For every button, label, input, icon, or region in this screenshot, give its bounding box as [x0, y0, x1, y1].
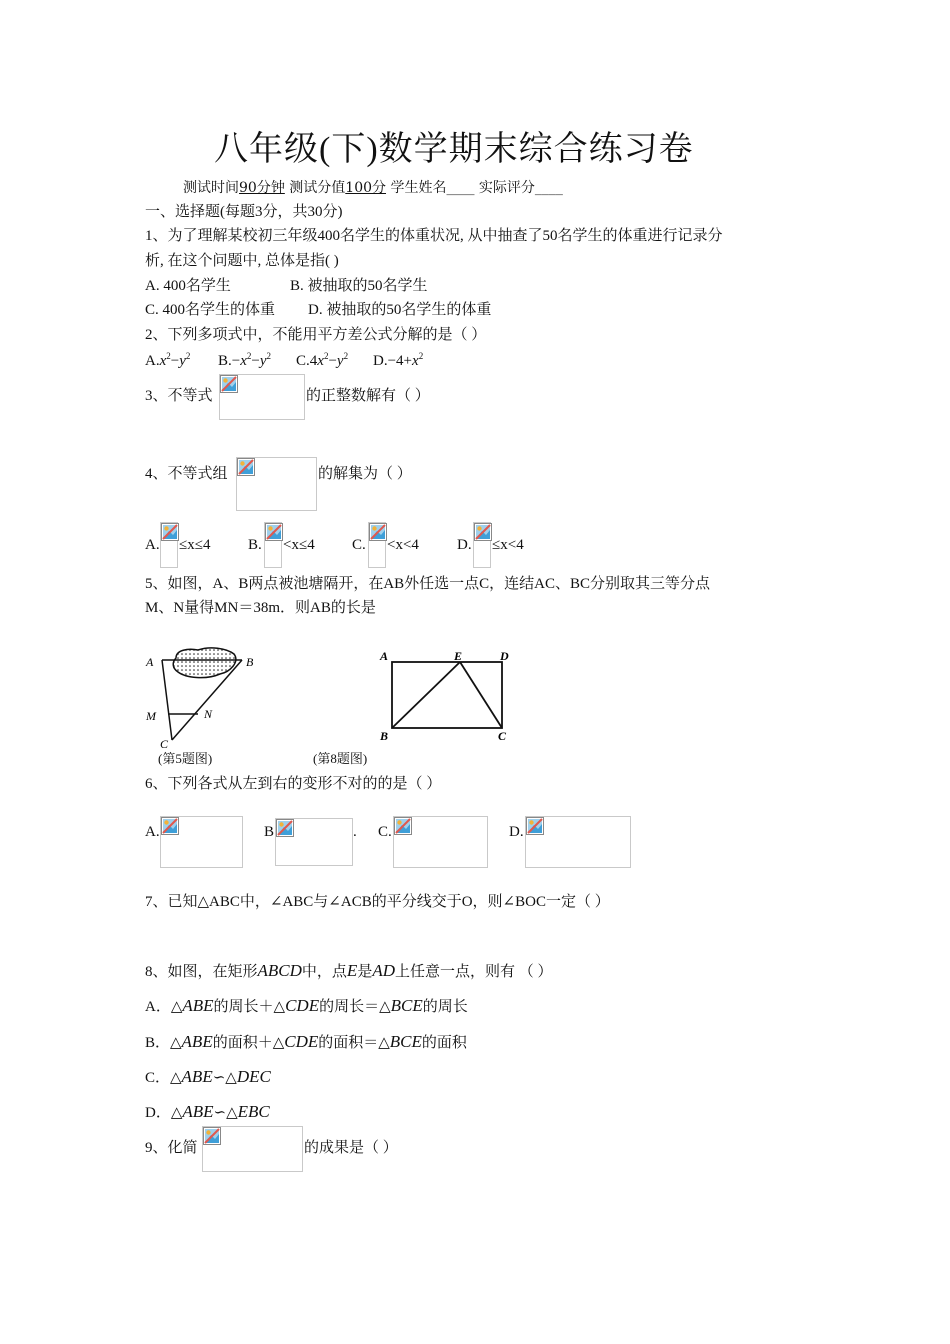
label-c: C	[498, 729, 507, 743]
q6-option-b-image	[275, 818, 353, 866]
q1-option-c: C. 400名学生的体重	[145, 302, 276, 318]
q3-suffix: 的正整数解有（ ）	[306, 388, 430, 404]
label-a: A	[146, 655, 154, 669]
broken-image-icon	[276, 819, 294, 837]
broken-image-icon	[369, 523, 387, 541]
q5-line2: M、N量得MN＝38m．则AB的长是	[145, 600, 376, 616]
broken-image-icon	[161, 523, 179, 541]
q1-line2: 析, 在这个问题中, 总体是指( )	[145, 253, 339, 269]
q6-option-c-image	[393, 816, 488, 868]
q4-system-image	[236, 457, 317, 511]
broken-image-icon	[394, 817, 412, 835]
label-e: E	[454, 649, 463, 663]
q4-option-d-image	[473, 522, 491, 568]
label-b: B	[380, 729, 389, 743]
actual-score-blank: ____	[534, 180, 563, 196]
q8-option-c: C．△ABE∽△DEC	[145, 1067, 271, 1086]
page-title: 八年级(下)数学期末综合练习卷	[214, 131, 694, 168]
test-time-label: 测试时间	[183, 180, 239, 196]
q6-option-d-label: D.	[509, 824, 524, 840]
figure-q5-pond-triangle	[140, 640, 280, 752]
q4-option-a-image	[160, 522, 178, 568]
test-info-line	[183, 178, 563, 198]
test-score-label: 测试分值	[284, 180, 346, 196]
q1-option-a: A. 400名学生	[145, 278, 231, 294]
q4-option-c-label: C.	[352, 537, 366, 553]
test-time-value: 90分钟	[239, 180, 285, 196]
label-b: B	[246, 655, 254, 669]
q9-suffix: 的成果是（ ）	[304, 1140, 398, 1156]
broken-image-icon	[265, 523, 283, 541]
figure-q8-rectangle	[372, 646, 520, 744]
q4-option-c-image	[368, 522, 386, 568]
segment-ec	[460, 662, 502, 728]
label-n: N	[204, 707, 213, 721]
broken-image-icon	[237, 458, 255, 476]
segment-ac	[162, 660, 172, 740]
q3-formula-image	[219, 374, 305, 420]
q8-option-b: B．△ABE的面积＋△CDE的面积＝△BCE的面积	[145, 1032, 467, 1051]
broken-image-icon	[526, 817, 544, 835]
q8-text: 8、如图，在矩形ABCD中，点E是AD上任意一点，则有 （ ）	[145, 961, 553, 980]
q1-line1: 1、为了理解某校初三年级400名学生的体重状况, 从中抽查了50名学生的体重进行记录分	[145, 228, 723, 244]
q9-expression-image	[202, 1126, 303, 1172]
q8-option-d: D．△ABE∽△EBC	[145, 1102, 270, 1121]
q6-option-b-dot: .	[353, 824, 357, 840]
actual-score-label: 实际评分	[474, 180, 535, 196]
q2-text: 2、下列多项式中，不能用平方差公式分解的是（ ）	[145, 327, 487, 343]
label-d: D	[500, 649, 509, 663]
label-a: A	[380, 649, 389, 663]
q7-text: 7、已知△ABC中，∠ABC与∠ACB的平分线交于O，则∠BOC一定（ ）	[145, 894, 610, 910]
rectangle-abcd	[392, 662, 502, 728]
q6-option-d-image	[525, 816, 631, 868]
broken-image-icon	[161, 817, 179, 835]
pond-shape	[173, 648, 236, 678]
q9-prefix: 9、化简	[145, 1140, 198, 1156]
q2-option-b: $B.-x^2-y^2$	[218, 351, 272, 369]
q4-option-a-text: ≤x≤4	[179, 537, 211, 553]
q1-option-d: D. 被抽取的50名学生的体重	[308, 302, 492, 318]
broken-image-icon	[474, 523, 492, 541]
q2-option-a: $A.x^2-y^2$	[145, 351, 191, 369]
student-name-blank: ____	[446, 180, 475, 196]
test-score-value: 100分	[345, 180, 387, 196]
q2-option-d: $D.-4+x^2$	[373, 351, 424, 369]
section-heading-choice: 一、选择题(每题3分，共30分)	[145, 204, 343, 220]
student-name-label: 学生姓名	[386, 180, 447, 196]
q5-line1: 5、如图，A、B两点被池塘隔开，在AB外任选一点C，连结AC、BC分别取其三等分点	[145, 576, 711, 592]
broken-image-icon	[220, 375, 238, 393]
q2-option-c: $C.4x^2-y^2$	[296, 351, 349, 369]
q4-option-b-image	[264, 522, 282, 568]
q6-option-a-image	[160, 816, 243, 868]
q4-option-a-label: A.	[145, 537, 160, 553]
q4-option-d-text: ≤x<4	[492, 537, 524, 553]
figure-q5-caption: (第5题图)	[158, 751, 213, 766]
q1-option-b: B. 被抽取的50名学生	[290, 278, 428, 294]
q8-option-a: A．△ABE的周长＋△CDE的周长＝△BCE的周长	[145, 996, 468, 1015]
segment-be	[392, 662, 460, 728]
q4-option-b-text: <x≤4	[283, 537, 315, 553]
q6-option-c-label: C.	[378, 824, 392, 840]
label-c: C	[160, 737, 169, 751]
figure-q8-caption: (第8题图)	[313, 751, 368, 766]
q4-option-d-label: D.	[457, 537, 472, 553]
q4-option-b-label: B.	[248, 537, 262, 553]
q4-suffix: 的解集为（ ）	[318, 466, 412, 482]
q3-prefix: 3、不等式	[145, 388, 213, 404]
label-m: M	[146, 709, 156, 723]
q4-option-c-text: <x<4	[387, 537, 419, 553]
q6-option-a-label: A.	[145, 824, 160, 840]
q4-prefix: 4、不等式组	[145, 466, 228, 482]
q6-text: 6、下列各式从左到右的变形不对的的是（ ）	[145, 776, 442, 792]
q6-option-b-label: B	[264, 824, 275, 840]
broken-image-icon	[203, 1127, 221, 1145]
